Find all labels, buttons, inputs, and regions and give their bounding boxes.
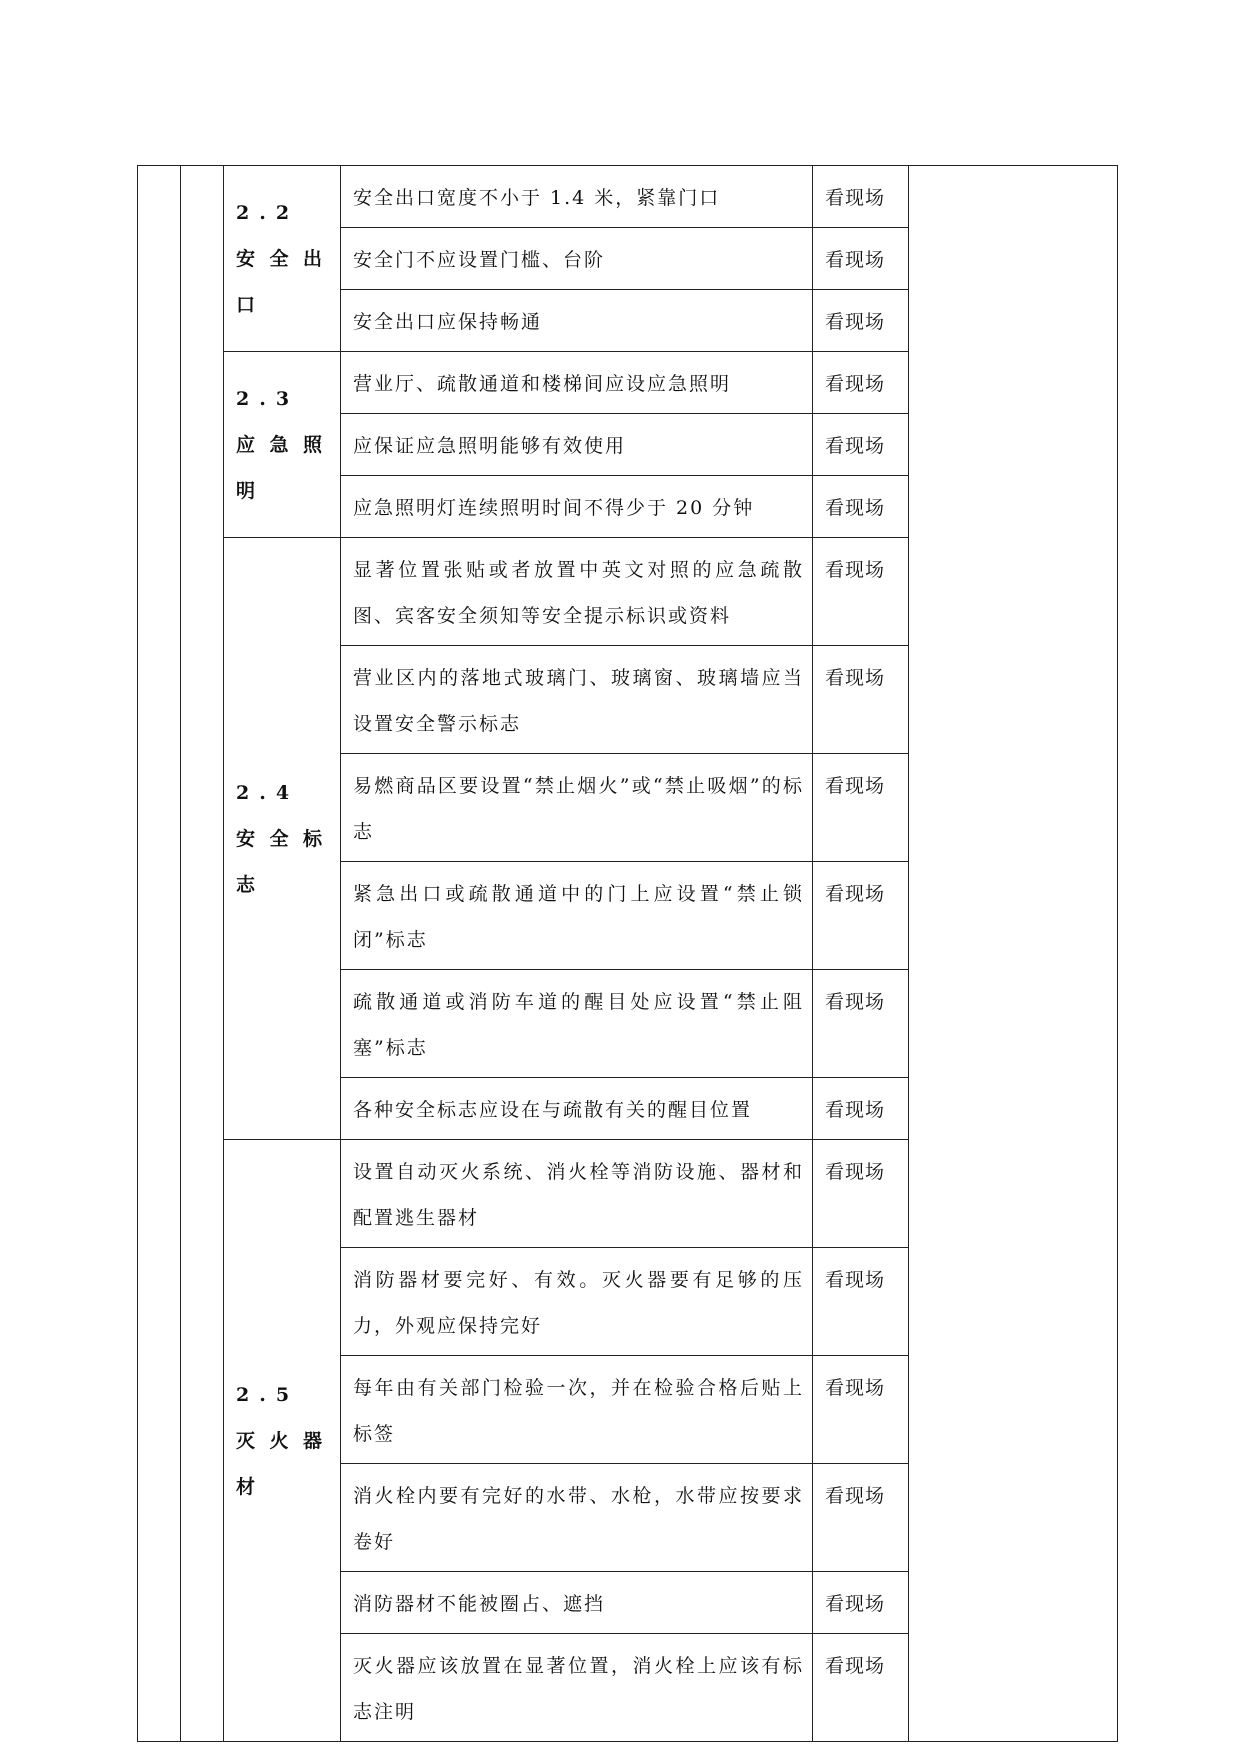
method-text: 看现场 [825,435,886,457]
method-cell [813,1140,909,1248]
item-text: 安全出口应保持畅通 [353,311,543,333]
item-text: 每年由有关部门检验一次，并在检验合格后贴上标签 [353,1377,804,1445]
item-text: 营业区内的落地式玻璃门、玻璃窗、玻璃墙应当设置安全警示标志 [353,667,804,735]
item-cell [341,862,813,970]
item-cell [341,1078,813,1140]
item-cell [341,1248,813,1356]
item-text: 消火栓内要有完好的水带、水枪，水带应按要求卷好 [353,1485,804,1553]
item-cell [341,1356,813,1464]
section-cell [224,1140,341,1742]
item-cell [341,414,813,476]
table-row [138,166,1118,228]
item-text: 应急照明灯连续照明时间不得少于 20 分钟 [353,497,755,519]
item-text: 营业厅、疏散通道和楼梯间应设应急照明 [353,373,732,395]
item-cell [341,1634,813,1742]
method-text: 看现场 [825,187,886,209]
method-cell [813,754,909,862]
inspection-table [137,165,1118,1742]
method-cell [813,970,909,1078]
section-title: 2.2 安全出口 [236,201,332,316]
section-title: 2.4 安全标志 [236,781,332,896]
method-cell [813,1356,909,1464]
item-cell [341,1572,813,1634]
method-text: 看现场 [825,1655,886,1677]
item-cell [341,970,813,1078]
item-cell [341,352,813,414]
item-text: 疏散通道或消防车道的醒目处应设置“禁止阻塞”标志 [353,991,804,1059]
section-cell [224,166,341,352]
result-column-cell [909,166,1118,1742]
item-cell [341,1140,813,1248]
method-text: 看现场 [825,1269,886,1291]
method-cell [813,646,909,754]
subcategory-column-cell [181,166,224,1742]
method-cell [813,1464,909,1572]
section-title: 2.5 灭火器材 [236,1383,332,1498]
item-text: 安全出口宽度不小于 1.4 米，紧靠门口 [353,187,721,209]
method-text: 看现场 [825,373,886,395]
method-text: 看现场 [825,497,886,519]
method-cell [813,1248,909,1356]
item-cell [341,538,813,646]
method-text: 看现场 [825,775,886,797]
item-cell [341,646,813,754]
method-text: 看现场 [825,559,886,581]
method-cell [813,414,909,476]
section-cell [224,538,341,1140]
method-cell [813,476,909,538]
method-text: 看现场 [825,667,886,689]
item-text: 易燃商品区要设置“禁止烟火”或“禁止吸烟”的标志 [353,775,804,843]
method-text: 看现场 [825,991,886,1013]
method-text: 看现场 [825,1099,886,1121]
item-text: 消防器材要完好、有效。灭火器要有足够的压力，外观应保持完好 [353,1269,804,1337]
method-text: 看现场 [825,1593,886,1615]
item-text: 各种安全标志应设在与疏散有关的醒目位置 [353,1099,753,1121]
method-text: 看现场 [825,1377,886,1399]
method-cell [813,166,909,228]
item-cell [341,1464,813,1572]
item-cell [341,228,813,290]
item-text: 应保证应急照明能够有效使用 [353,435,627,457]
item-text: 灭火器应该放置在显著位置，消火栓上应该有标志注明 [353,1655,804,1723]
item-text: 显著位置张贴或者放置中英文对照的应急疏散图、宾客安全须知等安全提示标识或资料 [353,559,804,627]
method-cell [813,1078,909,1140]
method-cell [813,538,909,646]
method-text: 看现场 [825,249,886,271]
method-cell [813,290,909,352]
method-cell [813,1634,909,1742]
section-cell [224,352,341,538]
method-text: 看现场 [825,1161,886,1183]
item-text: 安全门不应设置门槛、台阶 [353,249,606,271]
method-cell [813,228,909,290]
method-text: 看现场 [825,1485,886,1507]
section-title: 2.3 应急照明 [236,387,332,502]
item-cell [341,290,813,352]
item-cell [341,754,813,862]
method-text: 看现场 [825,883,886,905]
item-cell [341,166,813,228]
method-cell [813,352,909,414]
method-text: 看现场 [825,311,886,333]
item-cell [341,476,813,538]
method-cell [813,862,909,970]
item-text: 紧急出口或疏散通道中的门上应设置“禁止锁闭”标志 [353,883,804,951]
method-cell [813,1572,909,1634]
category-column-cell [138,166,181,1742]
item-text: 设置自动灭火系统、消火栓等消防设施、器材和配置逃生器材 [353,1161,804,1229]
item-text: 消防器材不能被圈占、遮挡 [353,1593,606,1615]
